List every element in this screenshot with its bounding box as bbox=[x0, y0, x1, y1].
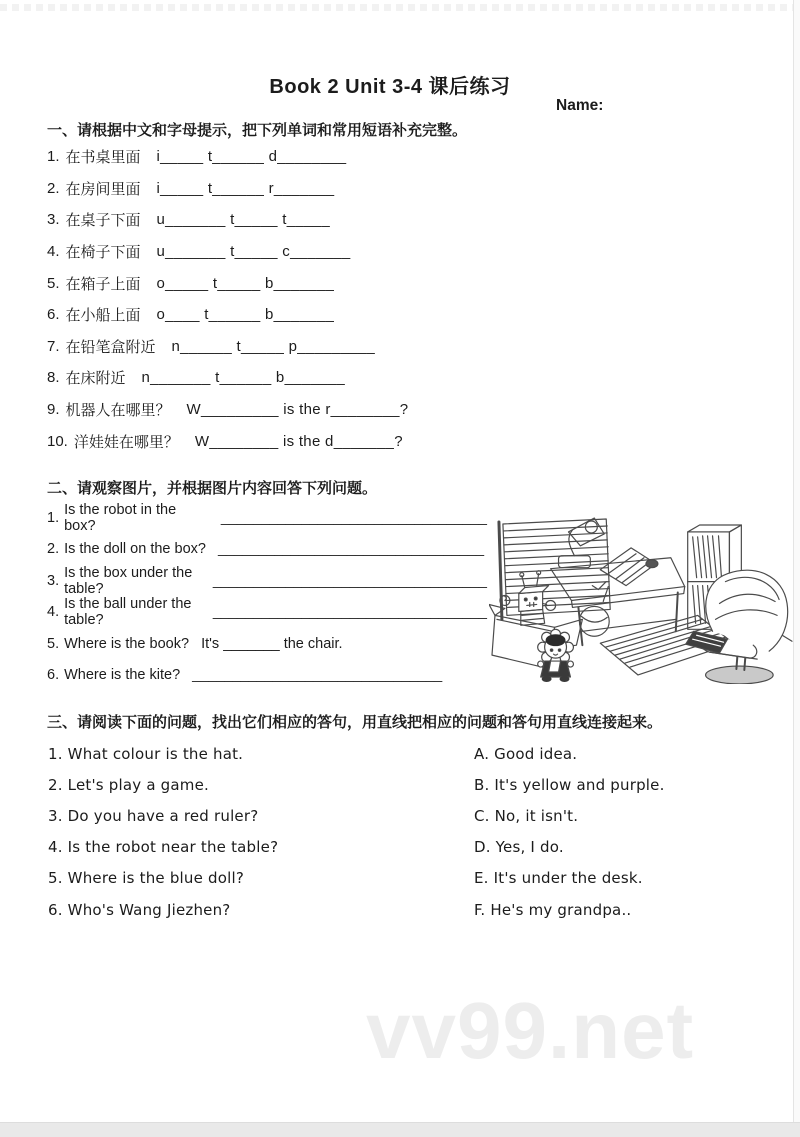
item-chinese-prompt: 在小船上面 bbox=[65, 307, 141, 325]
matching-question: 3. Do you have a red ruler? bbox=[48, 806, 259, 825]
matching-answer: A. Good idea. bbox=[474, 744, 578, 763]
item-chinese-prompt: 在床附近 bbox=[65, 370, 126, 388]
item-fill-blanks: o_____ t_____ b_______ bbox=[156, 274, 335, 292]
page-top-perforation bbox=[0, 4, 800, 11]
question-text: Is the robot in the box? bbox=[64, 501, 181, 534]
section3-heading: 三、请阅读下面的问题，找出它们相应的答句，用直线把相应的问题和答句用直线连接起来。 bbox=[47, 714, 663, 731]
item-number: 9. bbox=[47, 401, 60, 419]
item-number: 4. bbox=[47, 243, 60, 261]
section1-list bbox=[47, 141, 408, 457]
office-chair-drawing bbox=[686, 570, 788, 684]
question-text: Is the ball under the table? bbox=[64, 596, 196, 629]
section1-item bbox=[47, 394, 408, 426]
section1-item bbox=[47, 331, 408, 363]
item-fill-blanks: W________ is the d_______? bbox=[194, 432, 403, 450]
section1-item bbox=[47, 173, 408, 205]
item-chinese-prompt: 在书桌里面 bbox=[65, 149, 141, 167]
question-text: Where is the kite? bbox=[64, 667, 181, 684]
item-number: 1. bbox=[47, 148, 60, 166]
section2-list bbox=[47, 502, 487, 691]
item-chinese-prompt: 在椅子下面 bbox=[65, 244, 141, 262]
document-title: Book 2 Unit 3-4 课后练习 bbox=[269, 76, 511, 98]
section2-item bbox=[47, 628, 487, 660]
item-number: 7. bbox=[47, 337, 60, 355]
section1-item bbox=[47, 204, 408, 236]
watermark-text: vv99.net bbox=[366, 986, 695, 1075]
item-number: 5. bbox=[47, 274, 60, 292]
section2-heading: 二、请观察图片，并根据图片内容回答下列问题。 bbox=[47, 480, 378, 497]
matching-question: 1. What colour is the hat. bbox=[48, 744, 244, 763]
section2-item bbox=[47, 597, 487, 629]
desk-drawing bbox=[551, 558, 685, 645]
answer-blank-line: _________________________________ bbox=[220, 509, 487, 526]
matching-answer: F. He's my grandpa.. bbox=[474, 900, 632, 919]
item-fill-blanks: n______ t_____ p_________ bbox=[171, 337, 376, 355]
item-number: 1. bbox=[47, 509, 60, 526]
page-bottom-edge bbox=[0, 1122, 800, 1137]
item-fill-blanks: i_____ t______ d________ bbox=[156, 148, 347, 166]
matching-answer: C. No, it isn't. bbox=[474, 806, 579, 825]
item-number: 6. bbox=[47, 667, 60, 684]
item-number: 3. bbox=[47, 572, 60, 589]
room-scene-illustration bbox=[489, 512, 795, 684]
item-chinese-prompt: 在房间里面 bbox=[65, 180, 141, 198]
section1-item bbox=[47, 267, 408, 299]
matching-answer: E. It's under the desk. bbox=[474, 869, 643, 888]
item-chinese-prompt: 在桌子下面 bbox=[65, 212, 141, 230]
matching-question: 2. Let's play a game. bbox=[48, 775, 209, 794]
item-number: 2. bbox=[47, 179, 60, 197]
item-chinese-prompt: 洋娃娃在哪里？ bbox=[73, 433, 179, 451]
matching-question: 6. Who's Wang Jiezhen? bbox=[48, 900, 231, 919]
book-drawing bbox=[686, 631, 728, 653]
section2-item bbox=[47, 565, 487, 597]
answer-blank-line: __________________________________ bbox=[212, 572, 487, 589]
section1-item bbox=[47, 362, 408, 394]
section2-item bbox=[47, 660, 487, 692]
section3-matching bbox=[48, 738, 758, 925]
item-number: 8. bbox=[47, 369, 60, 387]
matching-answer: B. It's yellow and purple. bbox=[474, 775, 665, 794]
section1-item bbox=[47, 425, 408, 457]
doll-drawing bbox=[538, 629, 574, 682]
section1-item bbox=[47, 236, 408, 268]
item-chinese-prompt: 在箱子上面 bbox=[65, 275, 141, 293]
item-number: 10. bbox=[47, 432, 68, 450]
section2-item bbox=[47, 534, 487, 566]
item-fill-blanks: i_____ t______ r_______ bbox=[156, 179, 335, 197]
answer-blank-line: _______________________________ bbox=[192, 667, 443, 684]
section1-item bbox=[47, 299, 408, 331]
section1-heading: 一、请根据中文和字母提示，把下列单词和常用短语补充完整。 bbox=[47, 122, 468, 139]
answer-blank-line: __________________________________ bbox=[212, 604, 487, 621]
item-number: 4. bbox=[47, 604, 60, 621]
item-number: 3. bbox=[47, 211, 60, 229]
question-text: Is the box under the table? bbox=[64, 564, 197, 597]
section1-item bbox=[47, 141, 408, 173]
item-chinese-prompt: 机器人在哪里？ bbox=[65, 402, 171, 420]
name-label: Name: bbox=[556, 97, 604, 114]
item-number: 6. bbox=[47, 306, 60, 324]
item-fill-blanks: n_______ t______ b_______ bbox=[141, 369, 346, 387]
matching-answer: D. Yes, I do. bbox=[474, 838, 564, 857]
item-fill-blanks: u_______ t_____ t_____ bbox=[156, 211, 330, 229]
section2-item bbox=[47, 502, 487, 534]
item-number: 5. bbox=[47, 635, 60, 652]
matching-question: 4. Is the robot near the table? bbox=[48, 838, 279, 857]
question-text: Where is the book? It's _______ the chair. bbox=[64, 635, 343, 652]
answer-blank-line: _________________________________ bbox=[217, 541, 485, 558]
matching-question: 5. Where is the blue doll? bbox=[48, 869, 245, 888]
question-text: Is the doll on the box? bbox=[64, 541, 206, 558]
item-fill-blanks: o____ t______ b_______ bbox=[156, 306, 335, 324]
item-chinese-prompt: 在铅笔盒附近 bbox=[65, 338, 156, 356]
item-number: 2. bbox=[47, 541, 60, 558]
item-fill-blanks: W_________ is the r________? bbox=[186, 401, 409, 419]
item-fill-blanks: u_______ t_____ c_______ bbox=[156, 243, 351, 261]
desk-lamp-drawing bbox=[559, 518, 605, 568]
